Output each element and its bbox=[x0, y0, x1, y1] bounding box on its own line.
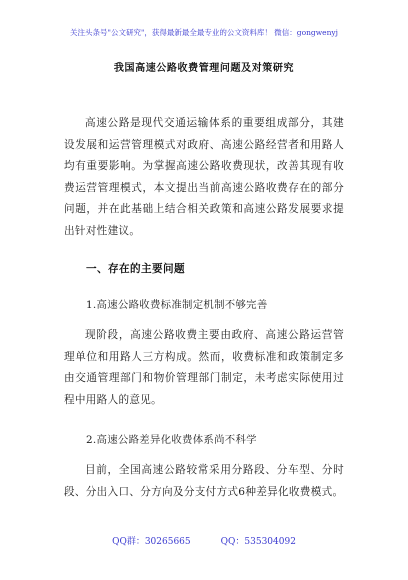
subsection-2-paragraph: 目前，全国高速公路较常采用分路段、分车型、分时段、分出入口、分方向及分支付方式6种差异化收费模式。 bbox=[64, 464, 344, 498]
section-heading-problems: 一、存在的主要问题 bbox=[86, 263, 185, 275]
document-title: 我国高速公路收费管理问题及对策研究 bbox=[113, 63, 295, 74]
subsection-heading-2: 2.高速公路差异化收费体系尚不科学 bbox=[86, 434, 257, 446]
footer-qq-group: QQ群：30265665 bbox=[112, 537, 191, 547]
footer-qq: QQ：535304092 bbox=[220, 537, 296, 547]
subsection-1-paragraph: 现阶段，高速公路收费主要由政府、高速公路运营管理单位和用路人三方构成。然而，收费标准和政策制定多由交通管理部门和物价管理部门制定，未考虑实际使用过程中用路人的意见。 bbox=[64, 329, 344, 406]
subsection-heading-1: 1.高速公路收费标准制定机制不够完善 bbox=[86, 299, 268, 311]
header-promo-note: 关注头条号"公文研究"，获得最新最全最专业的公文资料库！ 微信：gongwenyj bbox=[70, 28, 338, 37]
intro-paragraph: 高速公路是现代交通运输体系的重要组成部分，其建设发展和运营管理模式对政府、高速公路经营者和用路人均有重要影响。为掌握高速公路收费现状，改善其现有收费运营管理模式，本文提出当前高速公路收费存在的部分问题，并在此基础上结合相关政策和高速公路发展要求提出针对性建议。 bbox=[64, 117, 344, 237]
footer-contact bbox=[0, 534, 408, 547]
